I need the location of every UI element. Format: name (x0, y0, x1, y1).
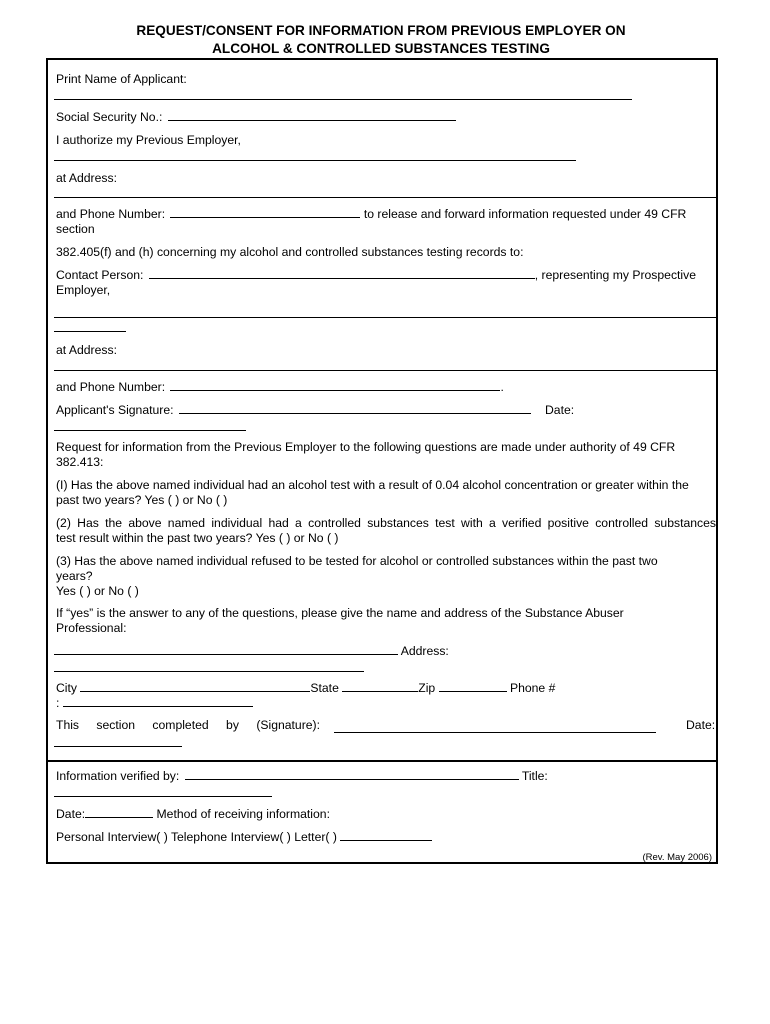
signature-date-label: Date: (545, 403, 575, 417)
city-state-zip-row (56, 681, 555, 696)
contact-person-field[interactable] (149, 277, 535, 279)
phone-label: and Phone Number: (56, 207, 166, 221)
sap-line-1: If “yes” is the answer to any of the questions, please give the name and address of the Substance Abuser (56, 606, 624, 620)
section-completed-date-field[interactable] (54, 746, 182, 747)
signature-label: Applicant's Signature: (56, 403, 174, 417)
cfr-text: 382.405(f) and (h) concerning my alcohol and controlled substances testing records to: (56, 245, 524, 259)
telephone-interview-option[interactable]: Telephone Interview( ) (170, 830, 291, 844)
question-2-line-2[interactable]: test result within the past two years? Yes ( ) or No ( ) (56, 531, 339, 545)
phone-period: . (500, 380, 504, 394)
section-text: section (56, 222, 95, 236)
question-1-line-2[interactable]: past two years? Yes ( ) or No ( ) (56, 493, 228, 507)
question-2-line-1: (2) Has the above named individual had a controlled substances test with a verified positive controlled substances (56, 516, 716, 530)
sap-address-label: Address: (400, 644, 449, 658)
print-name-label: Print Name of Applicant: (56, 72, 187, 86)
ssn-row (56, 110, 456, 125)
phone-label-2: and Phone Number: (56, 380, 166, 394)
phone-row-2 (56, 380, 504, 395)
ssn-field[interactable] (168, 119, 456, 121)
verified-date-label: Date: (56, 807, 86, 821)
phone-release-row (56, 207, 686, 222)
zip-label: Zip (418, 681, 436, 695)
prospective-employer-field-cont[interactable] (54, 331, 126, 332)
question-1-line-1: (I) Has the above named individual had an alcohol test with a result of 0.04 alcohol concentration or greater within the (56, 478, 689, 492)
authorize-text: I authorize my Previous Employer, (56, 133, 241, 147)
sap-phone-field[interactable] (63, 705, 253, 707)
sap-phone-colon: : (56, 696, 60, 710)
form-title-line-1: REQUEST/CONSENT FOR INFORMATION FROM PREVIOUS EMPLOYER ON (136, 23, 626, 38)
request-line-1: Request for information from the Previous Employer to the following questions are made under authority of 49 CFR (56, 440, 676, 454)
prospective-employer-phone-field[interactable] (170, 389, 500, 391)
section-completed-date-label: Date: (686, 718, 716, 732)
print-name-field[interactable] (54, 99, 632, 100)
sap-phone-row (56, 696, 253, 711)
verified-row (56, 769, 548, 784)
personal-interview-option[interactable]: Personal Interview( ) (56, 830, 168, 844)
city-label: City (56, 681, 77, 695)
sap-line-2: Professional: (56, 621, 127, 635)
state-field[interactable] (342, 690, 418, 692)
signature-row (56, 403, 531, 418)
contact-row (56, 268, 696, 283)
verified-date-field[interactable] (85, 816, 153, 818)
ssn-label: Social Security No.: (56, 110, 163, 124)
letter-option[interactable]: Letter( ) (294, 830, 337, 844)
sap-name-row (54, 644, 449, 659)
sap-address-field[interactable] (54, 671, 364, 672)
verified-label: Information verified by: (56, 769, 180, 783)
form-title (48, 22, 714, 58)
representing-text: , representing my Prospective (534, 268, 696, 282)
revision-note: (Rev. May 2006) (642, 852, 712, 863)
prospective-employer-field[interactable] (54, 317, 716, 318)
applicant-signature-field[interactable] (179, 412, 531, 414)
title-label: Title: (521, 769, 548, 783)
city-field[interactable] (80, 690, 310, 692)
previous-employer-address-field[interactable] (54, 197, 716, 198)
prospective-employer-address-field[interactable] (54, 370, 716, 371)
question-3-line-2: years? (56, 569, 93, 583)
method-row (56, 807, 330, 822)
at-address-label-2: at Address: (56, 343, 117, 357)
state-label: State (310, 681, 339, 695)
at-address-label: at Address: (56, 171, 117, 185)
previous-employer-field[interactable] (54, 160, 576, 161)
verifier-title-field[interactable] (54, 796, 272, 797)
method-other-field[interactable] (340, 839, 432, 841)
release-text: to release and forward information requested under 49 CFR (363, 207, 687, 221)
phone-hash-label: Phone # (509, 681, 556, 695)
method-label: Method of receiving information: (156, 807, 330, 821)
zip-field[interactable] (439, 690, 507, 692)
previous-employer-phone-field[interactable] (170, 216, 360, 218)
signature-date-field[interactable] (54, 430, 246, 431)
section-completed-label: This section completed by (Signature): (56, 718, 320, 732)
contact-label: Contact Person: (56, 268, 144, 282)
form-title-line-2: ALCOHOL & CONTROLLED SUBSTANCES TESTING (212, 41, 550, 56)
section-divider (48, 760, 716, 762)
form-frame (46, 58, 718, 864)
verified-by-field[interactable] (185, 778, 519, 780)
employer-text: Employer, (56, 283, 111, 297)
method-options-row (56, 830, 432, 845)
section-completed-signature-field[interactable] (334, 732, 656, 733)
question-3-line-3[interactable]: Yes ( ) or No ( ) (56, 584, 139, 598)
sap-name-field[interactable] (54, 653, 398, 655)
request-line-2: 382.413: (56, 455, 104, 469)
question-3-line-1: (3) Has the above named individual refused to be tested for alcohol or controlled substances within the past two (56, 554, 658, 568)
